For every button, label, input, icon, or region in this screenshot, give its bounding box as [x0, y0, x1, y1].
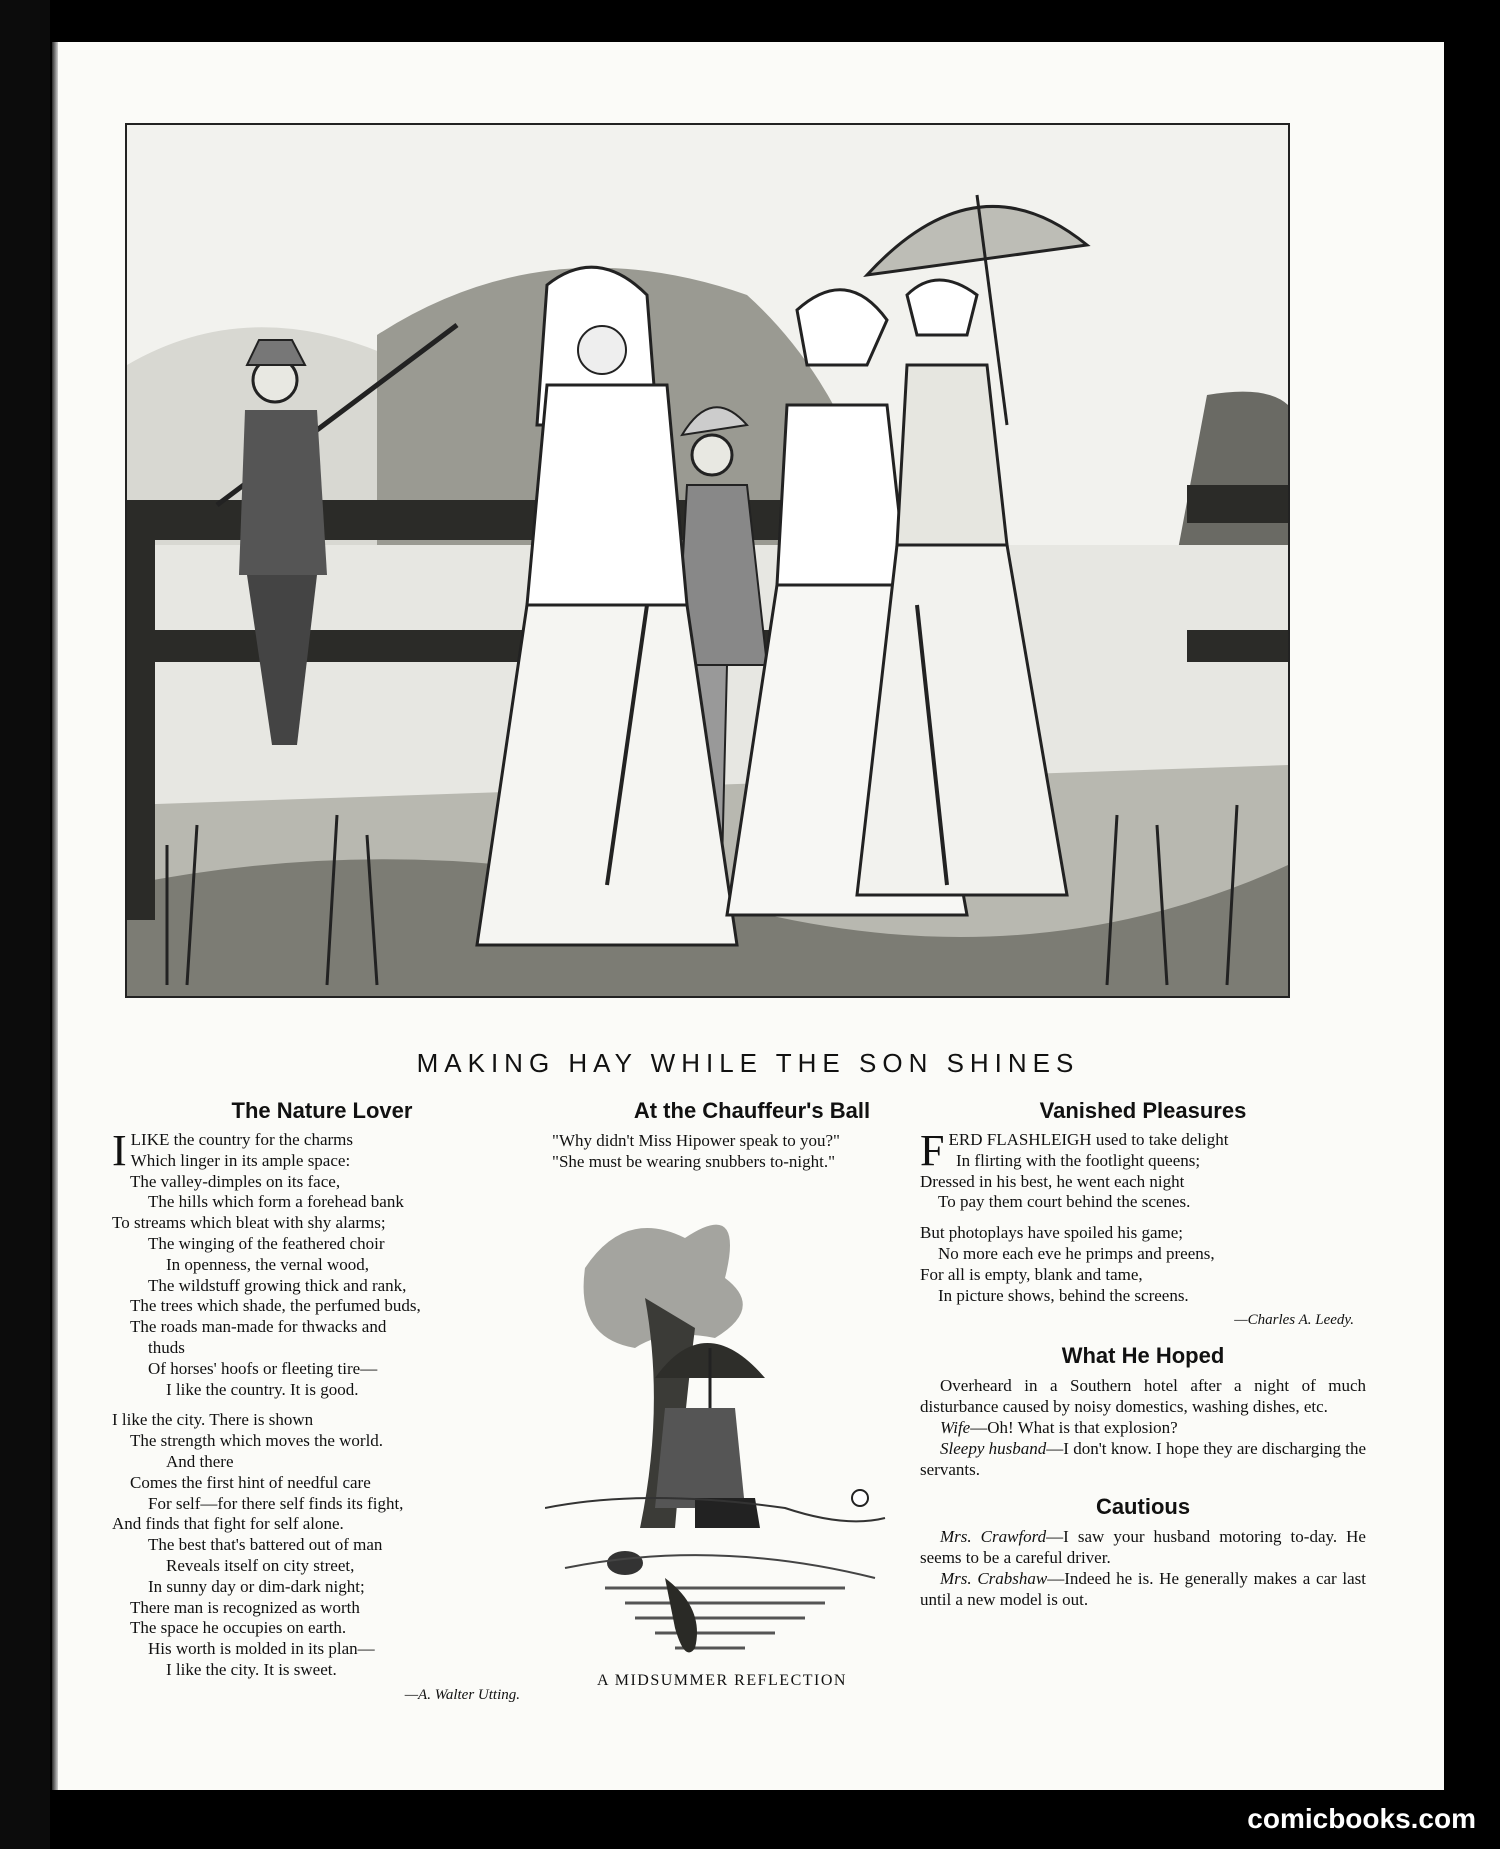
chauffeur-answer: "She must be wearing snubbers to-night." [552, 1152, 836, 1171]
hoped-wife-line [920, 1417, 1366, 1438]
cautious-title: Cautious [1095, 1494, 1191, 1520]
site-watermark: comicbooks.com [1247, 1803, 1476, 1834]
poem-line: Which linger in its ample space: [130, 1150, 351, 1170]
cautious-line-2 [920, 1568, 1366, 1610]
cartoon-drawing [127, 125, 1288, 996]
midsummer-drawing [545, 1208, 893, 1666]
poem-line: I like the city. It is sweet. [166, 1659, 337, 1679]
hoped-intro: Overheard in a Southern hotel after a night of much disturbance caused by noisy domestics, washing dishes, etc. [920, 1376, 1366, 1417]
midsummer-caption: A MIDSUMMER REFLECTION [597, 1672, 847, 1689]
vanished-stanza-1 [920, 1126, 1366, 1213]
poem-line: But photoplays have spoiled his game; [920, 1223, 1183, 1243]
speaker-label: Wife [940, 1418, 971, 1438]
speaker-label: Mrs. Crawford [940, 1527, 1047, 1547]
poem-line: ERD FLASHLEIGH used to take delight [948, 1130, 1229, 1149]
poem-line: Reveals itself on city street, [166, 1555, 355, 1575]
poem-line: There man is recognized as worth [130, 1597, 360, 1617]
poem-line: The wildstuff growing thick and rank, [148, 1275, 407, 1295]
dialogue-text: —I saw your husband motoring to-day. He seems to be a careful driver. [920, 1527, 1366, 1568]
stanza-lines [112, 1126, 532, 1400]
poem-line: For self—for there self finds its fight, [148, 1493, 404, 1513]
chauffeur-title: At the Chauffeur's Ball [633, 1098, 871, 1123]
nature-lover-stanza-2 [112, 1410, 532, 1680]
vanished-poem [920, 1126, 1366, 1331]
hoped-body [920, 1375, 1366, 1480]
hoped-title: What He Hoped [1061, 1343, 1225, 1369]
poem-line: Of horses' hoofs or fleeting tire— [148, 1358, 378, 1378]
stanza-lines [920, 1126, 1366, 1213]
poem-line: The trees which shade, the perfumed buds, [130, 1296, 421, 1316]
poem-line: And finds that fight for self alone. [112, 1514, 344, 1534]
poem-line: Dressed in his best, he went each night [920, 1171, 1185, 1191]
poem-line: For all is empty, blank and tame, [920, 1264, 1143, 1284]
poem-line: The best that's battered out of man [148, 1535, 383, 1555]
vanished-title: Vanished Pleasures [1039, 1098, 1247, 1123]
dropcap-letter: I [112, 1126, 127, 1175]
chauffeur-question: "Why didn't Miss Hipower speak to you?" [552, 1131, 840, 1150]
making-hay-cartoon [125, 123, 1290, 998]
poem-line: In sunny day or dim-dark night; [148, 1576, 365, 1596]
poem-line: And there [166, 1451, 234, 1471]
midsummer-illustration [545, 1208, 893, 1666]
column-right [920, 1098, 1366, 1610]
dropcap-letter: F [920, 1126, 945, 1175]
poem-line: Comes the first hint of needful care [130, 1472, 371, 1492]
speaker-label: Sleepy husband [940, 1439, 1047, 1459]
poem-line: In flirting with the footlight queens; [956, 1150, 1201, 1170]
vanished-credit: —Charles A. Leedy. [1234, 1312, 1354, 1329]
poem-line: LIKE the country for the charms [130, 1130, 353, 1149]
column-nature-lover [112, 1098, 532, 1706]
poem-line: The valley-dimples on its face, [130, 1171, 341, 1191]
poem-line: The space he occupies on earth. [130, 1618, 347, 1638]
page-gutter-shadow [52, 42, 58, 1790]
poem-line: To pay them court behind the scenes. [938, 1192, 1191, 1212]
cautious-line-1 [920, 1526, 1366, 1568]
cautious-body [920, 1526, 1366, 1610]
poem-line: I like the city. There is shown [112, 1410, 314, 1430]
dialogue-text: —I don't know. I hope they are discharging the servants. [920, 1439, 1367, 1480]
poem-line: In picture shows, behind the screens. [938, 1285, 1189, 1305]
nature-lover-credit: —A. Walter Utting. [404, 1686, 520, 1703]
dialogue-text: —Oh! What is that explosion? [970, 1418, 1178, 1438]
dialogue-text: —Indeed he is. He generally makes a car last until a new model is out. [920, 1569, 1366, 1610]
magazine-page [52, 42, 1444, 1790]
column-chauffeur [552, 1098, 952, 1175]
poem-line: The roads man-made for thwacks and [130, 1317, 387, 1337]
cartoon-caption: MAKING HAY WHILE THE SON SHINES [416, 1048, 1080, 1078]
poem-line: In openness, the vernal wood, [166, 1254, 370, 1274]
hoped-husband-line [920, 1438, 1366, 1480]
vanished-stanza-2 [920, 1223, 1366, 1306]
adjacent-page-edge [0, 0, 50, 1849]
poem-line: The hills which form a forehead bank [148, 1192, 404, 1212]
poem-line: The strength which moves the world. [130, 1431, 384, 1451]
poem-line: thuds [148, 1337, 185, 1357]
poem-line: His worth is molded in its plan— [148, 1639, 375, 1659]
poem-line: To streams which bleat with shy alarms; [112, 1213, 386, 1233]
poem-line: The winging of the feathered choir [148, 1233, 385, 1253]
speaker-label: Mrs. Crabshaw [940, 1569, 1048, 1589]
poem-line: No more each eve he primps and preens, [938, 1243, 1215, 1263]
poem-line: I like the country. It is good. [166, 1379, 359, 1399]
nature-lover-title: The Nature Lover [231, 1098, 413, 1123]
nature-lover-poem [112, 1126, 532, 1706]
nature-lover-stanza-1 [112, 1126, 532, 1400]
